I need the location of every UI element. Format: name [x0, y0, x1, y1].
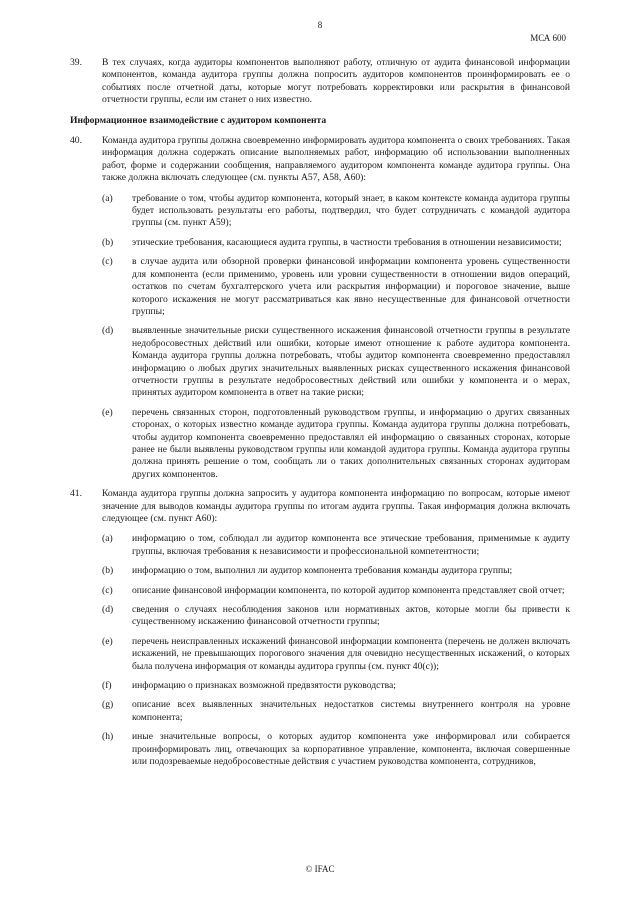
document-body: [70, 57, 570, 776]
list-item-text: иные значительные вопросы, о которых аудитор компонента уже информировал или собирается проинформировать лиц, отвечающих за корпоративное управление, компонента, включая совершенные или подозреваемые недобросовестные действия с участием руководства компонента, сотрудников,: [132, 731, 570, 768]
list-item-letter: (a): [102, 533, 113, 545]
list-item-text: этические требования, касающиеся аудита группы, в частности требования в отношении независимости;: [132, 236, 562, 248]
list-item: [70, 680, 570, 692]
list-item-letter: (h): [102, 731, 114, 743]
list-item: [70, 636, 570, 673]
list-item: [70, 604, 570, 629]
list-item-text: информацию о признаках возможной предвзятости руководства;: [132, 680, 396, 692]
list-item-text: перечень связанных сторон, подготовленный руководством группы, и информацию о других связанных сторонах, о которых известно команде аудитора группы. Команда аудитора группы должна потребовать, чтобы аудитор компонента своевременно предоставлял ей информацию о связанных сторонах, которые ранее не были выявлены руководством группы или командой аудитора группы. Команда аудитора группы должна принять решение о том, сообщать ли о таких дополнительных связанных сторонах аудиторам других компонентов.: [132, 406, 570, 480]
list-item-text: описание финансовой информации компонента, по которой аудитор компонента представляет свой отчет;: [132, 584, 565, 596]
list-item-text: выявленные значительные риски существенного искажения финансовой отчетности группы в результате недобросовестных действий или ошибки, которые имеют отношение к работе аудитора компонента. Команда аудитора группы должна потребовать, чтобы аудитор компонента своевременно предоставлял информацию о любых других значительных выявленных рисках существенного искажения финансовой отчетности группы в результате недобросовестных действий или ошибки у компонента и о мерах, принятых аудитором компонента в ответ на такие риски;: [132, 325, 570, 399]
list-item-letter: (a): [102, 192, 113, 204]
list-item: [70, 237, 570, 249]
list-item-text: в случае аудита или обзорной проверки финансовой информации компонента уровень существенности для компонента (если применимо, уровень или уровни существенности в отношении видов операций, остатков по счетам бухгалтерского учета или раскрытия информации) и пороговое значение, выше которого искажения не могут рассматриваться как явно несущественные для финансовой отчетности группы;: [132, 256, 570, 317]
paragraph-40: [70, 135, 570, 185]
paragraph-text: Команда аудитора группы должна запросить у аудитора компонента информацию по вопросам, которые имеют значение для выводов команды аудитора группы по итогам аудита группы. Такая информация должна включать следующее (см. пункт А60):: [102, 488, 570, 524]
list-item-text: перечень неисправленных искажений финансовой информации компонента (перечень не должен включать искажений, не превышающих порогового значения для очевидно несущественных искажений, о которых была получена информация от команды аудитора группы (см. пункт 40(c));: [132, 635, 570, 672]
list-item-text: информацию о том, соблюдал ли аудитор компонента все этические требования, применимые к аудиту группы, включая требования к независимости и профессиональной компетентности;: [132, 533, 570, 557]
footer-copyright: © IFAC: [305, 864, 335, 874]
list-item: [70, 731, 570, 768]
paragraph-number: 40.: [70, 135, 82, 147]
list-item: [70, 193, 570, 230]
list-item-letter: (d): [102, 604, 114, 616]
list-item: [70, 565, 570, 577]
page-number: 8: [317, 20, 323, 30]
paragraph-number: 41.: [70, 488, 82, 500]
list-item-letter: (e): [102, 635, 113, 647]
list-item: [70, 585, 570, 597]
list-item-text: требование о том, чтобы аудитор компонента, который знает, в каком контексте команда аудитора группы будет использовать результаты его работы, подтвердил, что будет сотрудничать с командой аудитора группы (см. пункт А59);: [132, 192, 570, 229]
paragraph-text: В тех случаях, когда аудиторы компонентов выполняют работу, отличную от аудита финансовой информации компонентов, команда аудитора группы должна попросить аудиторов компонентов проинформировать ее о событиях после отчетной даты, которые могут потребовать корректировки или раскрытия в финансовой отчетности группы, если им станет о них известно.: [102, 57, 570, 106]
list-item-letter: (f): [102, 680, 112, 692]
section-heading: Информационное взаимодействие с аудитором компонента: [70, 114, 327, 126]
list-item-letter: (b): [102, 565, 114, 577]
list-item-text: описание всех выявленных значительных недостатков системы внутреннего контроля на уровне компонента;: [132, 699, 570, 723]
paragraph-41: [70, 488, 570, 525]
list-item: [70, 325, 570, 399]
list-item-letter: (c): [102, 584, 113, 596]
list-item-letter: (c): [102, 256, 113, 268]
list-item-letter: (d): [102, 325, 114, 337]
list-item-text: информацию о том, выполнил ли аудитор компонента требования команды аудитора группы;: [132, 565, 513, 577]
list-item-letter: (b): [102, 236, 114, 248]
list-item-letter: (e): [102, 406, 113, 418]
list-item: [70, 699, 570, 724]
paragraph-39: [70, 57, 570, 107]
document-code: МСА 600: [530, 33, 566, 43]
list-item: [70, 256, 570, 318]
list-item-letter: (g): [102, 699, 114, 711]
list-item: [70, 533, 570, 558]
paragraph-number: 39.: [70, 57, 82, 68]
paragraph-text: Команда аудитора группы должна своевременно информировать аудитора компонента о своих требованиях. Такая информация должна содержать описание выполняемых работ, информацию об использовании выполненных работ, форме и содержании сообщения, направляемого аудитором компонента команде аудитора группы. Она также должна включать следующее (см. пункты А57, А58, А60):: [102, 135, 570, 184]
list-item-text: сведения о случаях несоблюдения законов или нормативных актов, которые могли бы привести к существенному искажению финансовой отчетности группы;: [132, 604, 570, 628]
list-item: [70, 407, 570, 481]
